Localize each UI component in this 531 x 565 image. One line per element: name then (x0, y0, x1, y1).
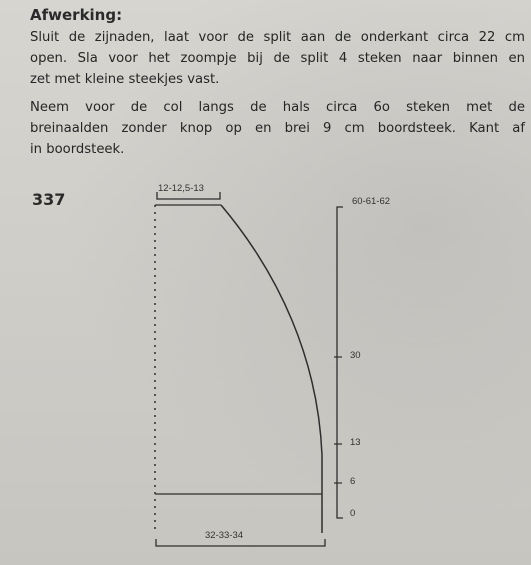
pattern-number: 337 (32, 190, 66, 209)
height-bracket (337, 207, 343, 518)
mark-30-label: 30 (350, 350, 361, 361)
paragraph-1-line-2: open. Sla voor het zoompje bij de split 4 steken naar binnen en (30, 51, 525, 67)
paragraph-1-line-3: zet met kleine steekjes vast. (30, 72, 220, 88)
paragraph-2-line-3: in boordsteek. (30, 142, 125, 158)
top-width-label: 12-12,5-13 (158, 183, 204, 194)
bottom-width-label: 32-33-34 (205, 530, 244, 541)
mark-6-label: 6 (350, 476, 356, 487)
mark-13-label: 13 (350, 437, 361, 448)
total-height-label: 60-61-62 (352, 196, 391, 207)
paragraph-2-line-1: Neem voor de col langs de hals circa 6o steken met de (30, 100, 525, 115)
piece-curve (221, 205, 322, 455)
mark-0-label: 0 (350, 508, 356, 519)
paragraph-2-line-2: breinaalden zonder knop op en brei 9 cm boordsteek. Kant af (30, 121, 525, 137)
section-heading: Afwerking: (30, 6, 123, 24)
paragraph-1-line-1: Sluit de zijnaden, laat voor de split aan de onderkant circa 22 cm (30, 30, 525, 45)
